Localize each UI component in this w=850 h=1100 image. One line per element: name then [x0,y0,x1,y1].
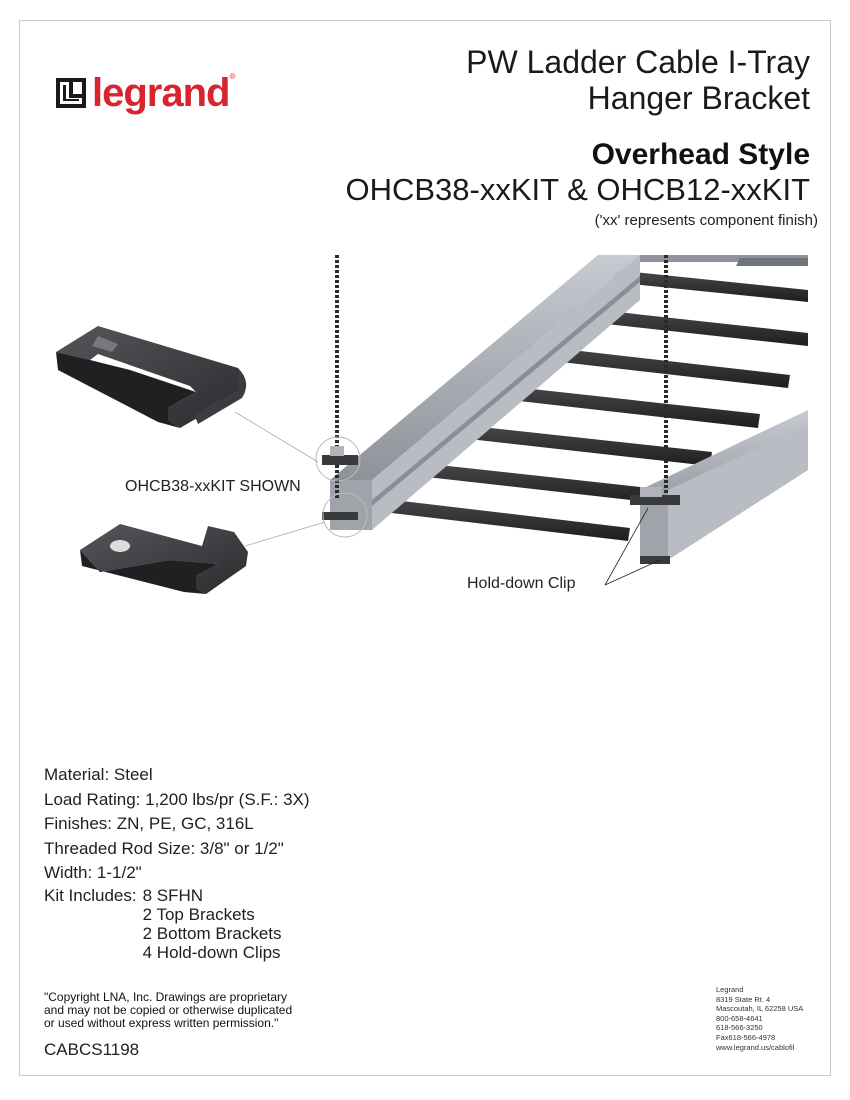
kit-includes [44,886,310,962]
part-numbers: OHCB38-xxKIT & OHCB12-xxKIT [345,172,810,207]
title-line-2: Hanger Bracket [587,80,810,116]
kit-shown-label: OHCB38-xxKIT SHOWN [125,478,301,495]
spec-width: Width: 1-1/2" [44,863,142,882]
finish-note: ('xx' represents component finish) [594,212,818,229]
kit-item: 2 Bottom Brackets [142,923,282,943]
spec-finishes: Finishes: ZN, PE, GC, 316L [44,814,254,833]
kit-label: Kit Includes: [44,885,137,905]
kit-item: 2 Top Brackets [142,904,255,924]
address-line: Legrand [716,985,744,994]
document-number: CABCS1198 [44,1040,140,1059]
logo-text: legrand [92,71,230,115]
title-line-1: PW Ladder Cable I-Tray [466,44,810,80]
kit-item: 4 Hold-down Clips [142,942,281,962]
address-line: Mascoutah, IL 62258 USA [716,1004,804,1014]
specifications [44,763,310,962]
logo-registered-mark: ® [229,72,236,81]
style-title: Overhead Style [591,138,810,171]
hold-down-clip-label: Hold-down Clip [467,575,576,592]
spec-rod-size: Threaded Rod Size: 3/8" or 1/2" [44,838,284,858]
spec-load-rating: Load Rating: 1,200 lbs/pr (S.F.: 3X) [44,789,310,809]
spec-material: Material: Steel [44,765,153,784]
copyright-notice: "Copyright LNA, Inc. Drawings are proprietary and may not be copied or otherwise duplicated or used without express written permission." [44,990,293,1030]
address-line: 618-566-3250 [716,1023,763,1033]
address-line: 8319 State Rt. 4 [716,994,771,1004]
address-line: 800-658-4641 [716,1013,763,1023]
kit-items [143,886,282,962]
top-bracket-part [56,326,246,428]
website-link[interactable]: www.legrand.us/cablofil [716,1042,795,1052]
bottom-bracket-part [80,524,248,594]
kit-item: 8 SFHN [142,885,204,905]
address-line: Fax618-566-4978 [716,1032,776,1042]
company-address [716,985,803,1052]
